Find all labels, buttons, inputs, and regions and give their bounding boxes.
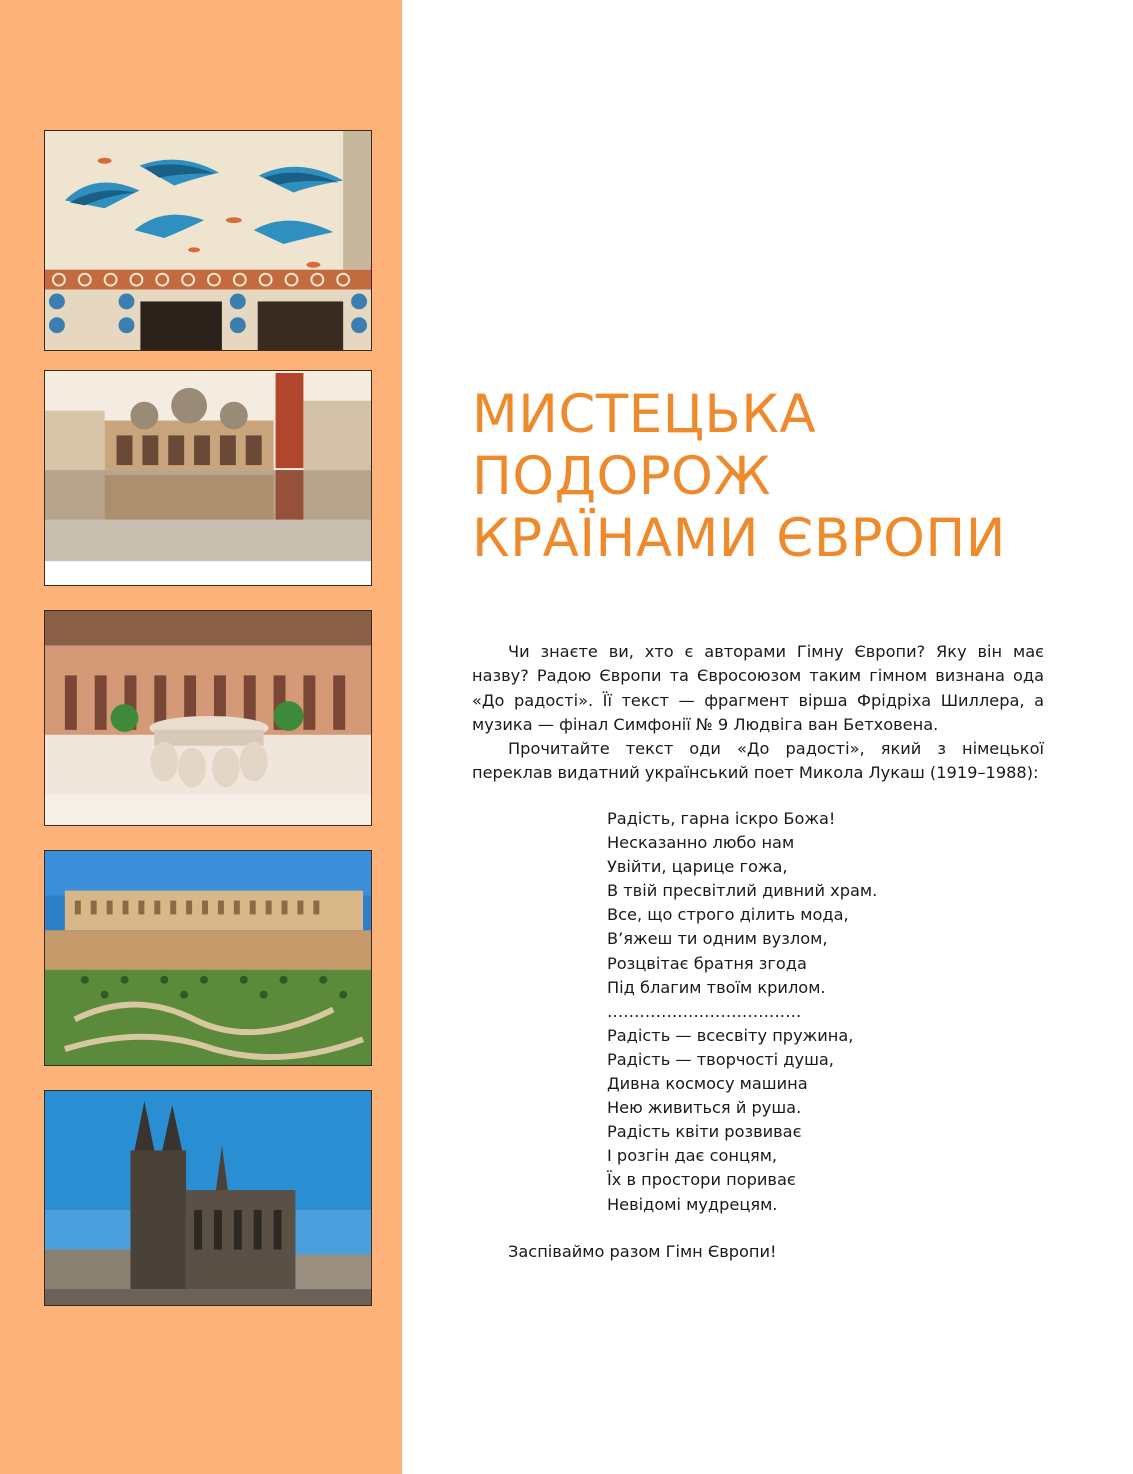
poem-line: Радість квіти розвиває bbox=[607, 1122, 802, 1142]
poem-line: Радість — творчості душа, bbox=[607, 1049, 834, 1069]
poem-line: Радість — всесвіту пружина, bbox=[607, 1025, 854, 1045]
page-title bbox=[472, 384, 1006, 570]
title-line-2: ПОДОРОЖ bbox=[472, 446, 771, 507]
poem-line: Розцвітає братня згода bbox=[607, 953, 807, 973]
poem-line: В’яжеш ти одним вузлом, bbox=[607, 929, 828, 949]
poem-line: Нею живиться й руша. bbox=[607, 1098, 802, 1118]
poem-line: Увійти, царице гожа, bbox=[607, 857, 788, 877]
sidebar-panel bbox=[0, 0, 402, 1474]
closing-line: Заспіваймо разом Гімн Європи! bbox=[508, 1242, 777, 1261]
paragraph: Прочитайте текст оди «До радості», який з німецької переклав видатний український поет Микола Лукаш (1919–1988): bbox=[472, 739, 1044, 783]
poem-line: Несказанно любо нам bbox=[607, 833, 795, 853]
poem-line: Дивна космосу машина bbox=[607, 1074, 808, 1094]
title-line-3: КРАЇНАМИ ЄВРОПИ bbox=[472, 508, 1006, 569]
paragraph: Чи знаєте ви, хто є авторами Гімну Європи? Яку він має назву? Радою Європи та Євросоюзом таким гімном визнана ода «До радості». Її текст — фрагмент вірша Фрідріха Шиллера, а музика — фінал Симфонії № 9 Людвіга ван Бетховена. bbox=[472, 642, 1044, 734]
poem-line: Невідомі мудрецям. bbox=[607, 1194, 778, 1214]
title-line-1: МИСТЕЦЬКА bbox=[472, 384, 817, 445]
cologne-cathedral-photo bbox=[44, 1090, 372, 1306]
venice-square-photo bbox=[44, 370, 372, 586]
intro-text bbox=[472, 640, 1044, 786]
poem-ellipsis: ……………………………… bbox=[607, 1001, 802, 1021]
poem-line: Під благим твоїм крилом. bbox=[607, 977, 826, 997]
poem-line: В твій пресвітлий дивний храм. bbox=[607, 881, 878, 901]
poem bbox=[607, 807, 877, 1217]
poem-line: Все, що строго ділить мода, bbox=[607, 905, 849, 925]
poem-line: Радість, гарна іскро Божа! bbox=[607, 809, 836, 828]
poem-line: Їх в простори пориває bbox=[607, 1170, 796, 1190]
versailles-palace-photo bbox=[44, 850, 372, 1066]
alhambra-court-photo bbox=[44, 610, 372, 826]
poem-line: І розгін дає сонцям, bbox=[607, 1146, 778, 1166]
dolphin-fresco-photo bbox=[44, 130, 372, 351]
